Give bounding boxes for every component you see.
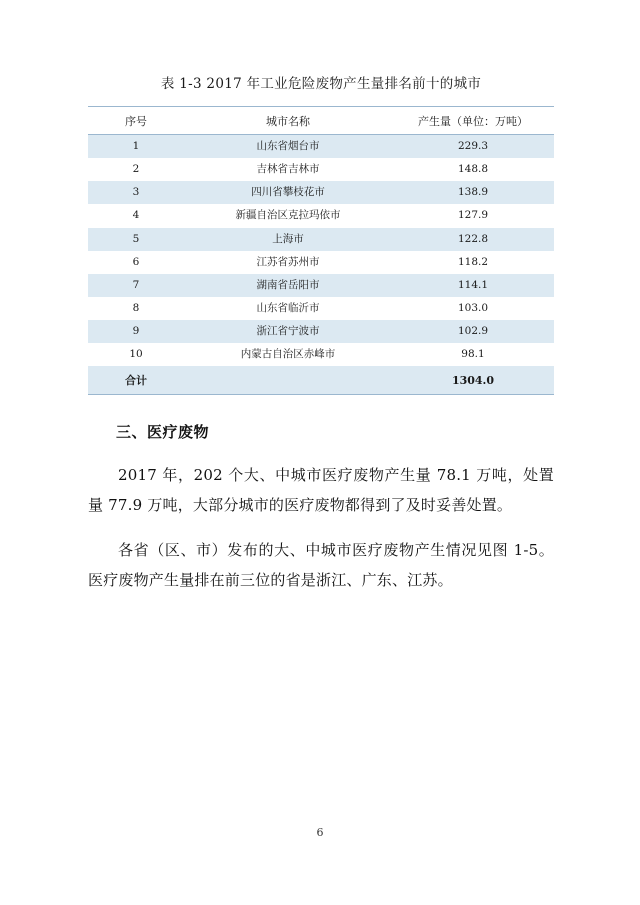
total-amount: 1304.0 bbox=[392, 366, 554, 395]
cell-amount: 138.9 bbox=[392, 181, 554, 204]
cell-city: 四川省攀枝花市 bbox=[184, 181, 392, 204]
column-header-index: 序号 bbox=[88, 107, 184, 135]
cell-city: 山东省烟台市 bbox=[184, 135, 392, 159]
total-city-blank bbox=[184, 366, 392, 395]
cell-amount: 114.1 bbox=[392, 274, 554, 297]
cell-city: 新疆自治区克拉玛依市 bbox=[235, 209, 341, 222]
section-heading: 三、医疗废物 bbox=[116, 423, 210, 442]
cell-amount: 229.3 bbox=[392, 135, 554, 159]
page-content bbox=[88, 72, 554, 610]
cell-amount: 122.8 bbox=[392, 228, 554, 251]
cell-city: 湖南省岳阳市 bbox=[184, 274, 392, 297]
cell-amount: 98.1 bbox=[461, 348, 485, 361]
cell-index: 7 bbox=[88, 274, 184, 297]
cell-amount: 103.0 bbox=[457, 301, 489, 314]
table-row bbox=[88, 251, 554, 274]
table-caption: 表 1-3 2017 年工业危险废物产生量排名前十的城市 bbox=[160, 76, 482, 92]
cell-index: 9 bbox=[88, 320, 184, 343]
table-row bbox=[88, 297, 554, 320]
table-row bbox=[88, 228, 554, 251]
cell-index: 2 bbox=[132, 163, 140, 176]
table-row bbox=[88, 158, 554, 181]
page-number: 6 bbox=[316, 826, 324, 839]
cell-index: 6 bbox=[132, 255, 140, 268]
table-row bbox=[88, 343, 554, 366]
cell-index: 1 bbox=[88, 135, 184, 159]
cell-amount: 148.8 bbox=[457, 163, 489, 176]
table-header-row bbox=[88, 107, 554, 135]
total-label: 合计 bbox=[88, 366, 184, 395]
column-header-city: 城市名称 bbox=[184, 107, 392, 135]
cell-city: 山东省临沂市 bbox=[256, 301, 320, 314]
table-row bbox=[88, 274, 554, 297]
paragraph-medical-waste-1: 2017 年，202 个大、中城市医疗废物产生量 78.1 万吨，处置量 77.9 万吨，大部分城市的医疗废物都得到了及时妥善处置。 bbox=[88, 466, 554, 515]
table-row bbox=[88, 181, 554, 204]
cell-amount: 127.9 bbox=[457, 209, 489, 222]
cell-city: 浙江省宁波市 bbox=[184, 320, 392, 343]
table-total-row bbox=[88, 366, 554, 395]
hazardous-waste-table bbox=[88, 106, 554, 395]
cell-index: 5 bbox=[88, 228, 184, 251]
table-row bbox=[88, 204, 554, 227]
column-header-amount: 产生量（单位：万吨） bbox=[392, 107, 554, 135]
cell-index: 4 bbox=[132, 209, 140, 222]
paragraph-medical-waste-2: 各省（区、市）发布的大、中城市医疗废物产生情况见图 1-5。医疗废物产生量排在前三位的省是浙江、广东、江苏。 bbox=[88, 541, 554, 590]
cell-amount: 102.9 bbox=[392, 320, 554, 343]
cell-index: 3 bbox=[88, 181, 184, 204]
cell-city: 内蒙古自治区赤峰市 bbox=[240, 348, 336, 361]
table-row bbox=[88, 135, 554, 159]
cell-city: 吉林省吉林市 bbox=[256, 163, 320, 176]
table-row bbox=[88, 320, 554, 343]
cell-index: 10 bbox=[129, 348, 143, 361]
cell-city: 江苏省苏州市 bbox=[256, 255, 320, 268]
cell-amount: 118.2 bbox=[457, 255, 489, 268]
cell-index: 8 bbox=[132, 301, 140, 314]
cell-city: 上海市 bbox=[184, 228, 392, 251]
